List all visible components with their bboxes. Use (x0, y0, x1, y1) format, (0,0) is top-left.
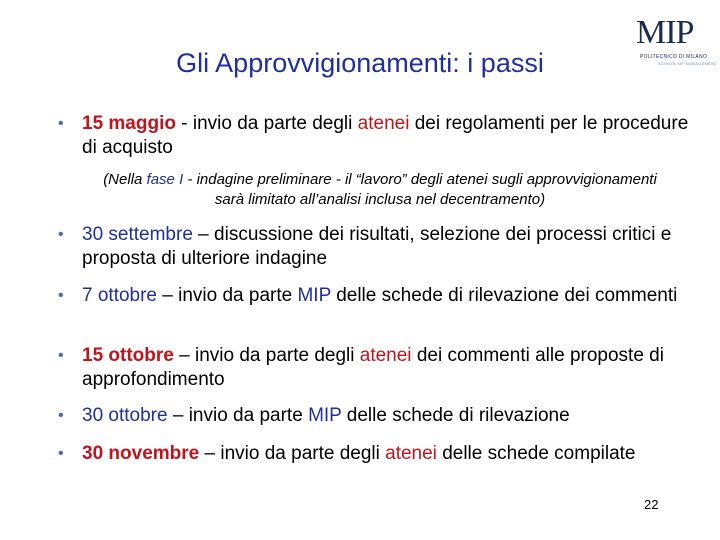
logo-text: MIP (636, 14, 694, 51)
phase-note (100, 170, 660, 210)
item-date: 15 maggio (82, 113, 176, 134)
bullet-icon: • (58, 226, 64, 243)
item-actor: MIP (308, 405, 342, 426)
bullet-item-1 (58, 112, 702, 160)
item-actor: atenei (385, 443, 437, 464)
bullet-item-4 (58, 344, 702, 392)
mip-logo (636, 16, 720, 66)
item-date: 30 settembre (82, 224, 193, 245)
logo-tagline: SCHOOL OF MANAGEMENT (658, 61, 718, 66)
bullet-item-6 (58, 442, 702, 466)
item-date: 7 ottobre (82, 285, 157, 306)
item-text: – discussione dei risultati, selezione dei processi critici e proposta di ulteriore indagine (82, 224, 672, 269)
item-text-2: delle schede di rilevazione (341, 405, 570, 426)
item-text-2: dei regolamenti per le procedure di acquisto (82, 113, 689, 158)
slide-title: Gli Approvvigionamenti: i passi (176, 48, 544, 78)
bullet-item-3 (58, 284, 702, 308)
note-pre: (Nella (103, 171, 147, 188)
item-text-2: delle schede di rilevazione dei commenti (330, 285, 678, 306)
item-text: – invio da parte degli (173, 345, 360, 366)
item-text-2: dei commenti alle proposte di approfondimento (82, 345, 664, 390)
bullet-icon: • (58, 347, 64, 364)
item-actor: atenei (359, 345, 412, 366)
item-date: 15 ottobre (82, 345, 174, 366)
note-phase: fase I (146, 171, 184, 188)
note-post: - indagine preliminare - il “lavoro” degli atenei sugli approvvigionamenti sarà limitato all’analisi inclusa nel decentramento) (183, 171, 657, 208)
item-text: – invio da parte (167, 405, 309, 426)
item-text: - invio da parte degli (175, 113, 358, 134)
item-text: – invio da parte (157, 285, 298, 306)
item-date: 30 ottobre (82, 405, 168, 426)
item-text: – invio da parte degli (199, 443, 386, 464)
item-text-2: delle schede compilate (436, 443, 636, 464)
bullet-icon: • (58, 115, 64, 132)
page-number: 22 (644, 497, 659, 512)
bullet-icon: • (58, 445, 64, 462)
bullet-item-5 (58, 404, 702, 428)
bullet-icon: • (58, 287, 64, 304)
item-actor: MIP (297, 285, 331, 306)
logo-subtitle: POLITECNICO DI MILANO (640, 54, 708, 60)
item-date: 30 novembre (82, 443, 200, 464)
bullet-item-2 (58, 223, 702, 271)
item-actor: atenei (357, 113, 410, 134)
bullet-icon: • (58, 407, 64, 424)
